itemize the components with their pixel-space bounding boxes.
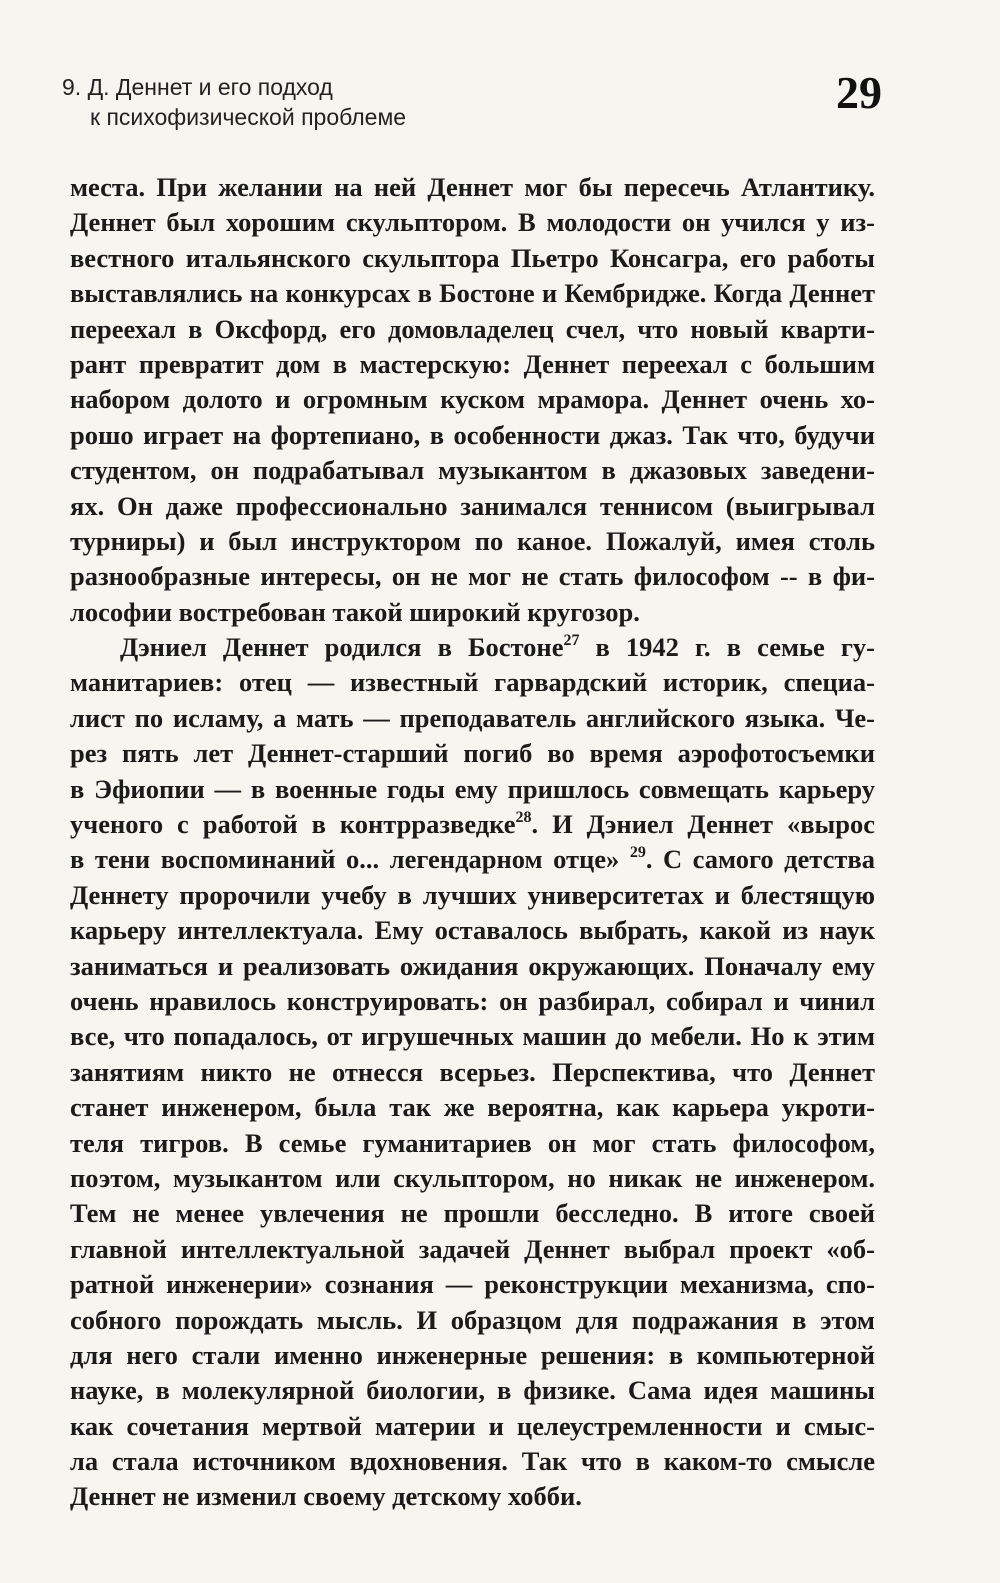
text-line: рант превратит дом в мастерскую: Деннет переехал с большим (70, 348, 875, 379)
text-line: места. При желании на ней Деннет мог бы пересечь Атлантику. (70, 172, 875, 202)
text-line: заниматься и реализовать ожидания окружающих. Поначалу ему (70, 950, 875, 981)
chapter-title-line1: 9. Д. Деннет и его подход (62, 74, 333, 100)
text-line: вестного итальянского скульптора Пьетро Консагра, его работы (70, 242, 875, 273)
text-line: лософии востребован такой широкий кругозор. (70, 596, 640, 627)
text-line: собного порождать мысль. И образцом для подражания в этом (70, 1304, 875, 1335)
text-line: разнообразные интересы, он не мог не стать философом -- в фи- (70, 561, 875, 592)
text-line (70, 842, 875, 877)
text-line: студентом, он подрабатывал музыкантом в джазовых заведени- (70, 455, 875, 486)
footnote-ref-27[interactable]: 27 (563, 632, 580, 650)
text-line: набором долото и огромным куском мрамора. Деннет очень хо- (70, 384, 875, 415)
text-line: поэтом, музыкантом или скульптором, но никак не инженером. (70, 1162, 875, 1193)
text-line: манитариев: отец — известный гарвардский историк, специа- (70, 667, 875, 698)
text-line: ратной инженерии» сознания — реконструкции механизма, спо- (70, 1269, 875, 1300)
text-line: занятиям никто не отнесся всерьез. Перспектива, что Деннет (70, 1056, 875, 1087)
text-line: лист по исламу, а мать — преподаватель английского языка. Че- (70, 702, 875, 733)
text-line: переехал в Оксфорд, его домовладелец счел, что новый кварти- (70, 313, 875, 344)
running-header (62, 67, 882, 142)
text-fragment: Дэниел Деннет родился в Бостоне (120, 632, 564, 663)
text-line: станет инженером, была так же вероятна, как карьера укроти- (70, 1092, 875, 1123)
text-fragment: ученого с работой в контрразведке (70, 809, 516, 840)
text-line: для него стали именно инженерные решения: в компьютерной (70, 1339, 875, 1370)
text-line: карьеру интеллектуала. Ему оставалось выбрать, какой из наук (70, 915, 875, 946)
text-fragment: . И Дэниел Деннет «вырос (531, 809, 875, 840)
text-line: турниры) и был инструктором по каное. Пожалуй, имея столь (70, 525, 875, 556)
page-number: 29 (836, 67, 882, 118)
text-line: Деннету пророчили учебу в лучших университетах и блестящую (70, 879, 875, 910)
chapter-title (62, 67, 882, 132)
text-line: очень нравилось конструировать: он разбирал, собирал и чинил (70, 985, 875, 1016)
text-line: теля тигров. В семье гуманитариев он мог стать философом, (70, 1127, 875, 1158)
body-text (70, 170, 875, 1515)
footnote-ref-29[interactable]: 29 (629, 844, 646, 862)
text-line: ла стала источником вдохновения. Так что в каком-то смысле (70, 1446, 875, 1477)
text-line: выставлялись на конкурсах в Бостоне и Кембридже. Когда Деннет (70, 278, 875, 309)
text-fragment: в тени воспоминаний о... легендарном отце» (70, 844, 620, 875)
text-line: как сочетания мертвой материи и целеустремленности и смыс- (70, 1410, 875, 1441)
text-line: рошо играет на фортепиано, в особенности джаз. Так что, будучи (70, 419, 875, 450)
text-fragment: . С самого детства (645, 844, 875, 875)
text-line (70, 807, 875, 842)
text-line: Деннет был хорошим скульптором. В молодости он учился у из- (70, 207, 875, 238)
chapter-title-line2: к психофизической проблеме (90, 104, 407, 130)
text-line: все, что попадалось, от игрушечных машин до мебели. Но к этим (70, 1021, 875, 1052)
text-line: ях. Он даже профессионально занимался теннисом (выигрывал (70, 490, 875, 521)
text-line: в Эфиопии — в военные годы ему пришлось совмещать карьеру (70, 773, 875, 804)
text-line: Деннет не изменил своему детскому хобби. (70, 1481, 582, 1512)
text-line: главной интеллектуальной задачей Деннет выбрал проект «об- (70, 1233, 875, 1264)
text-line: Тем не менее увлечения не прошли бесследно. В итоге своей (70, 1198, 875, 1229)
text-line: рез пять лет Деннет-старший погиб во время аэрофотосъемки (70, 738, 875, 769)
text-line: науке, в молекулярной биологии, в физике. Сама идея машины (70, 1375, 875, 1406)
text-line (70, 630, 875, 665)
footnote-ref-28[interactable]: 28 (515, 809, 532, 827)
text-fragment: в 1942 г. в семье гу- (595, 632, 875, 663)
